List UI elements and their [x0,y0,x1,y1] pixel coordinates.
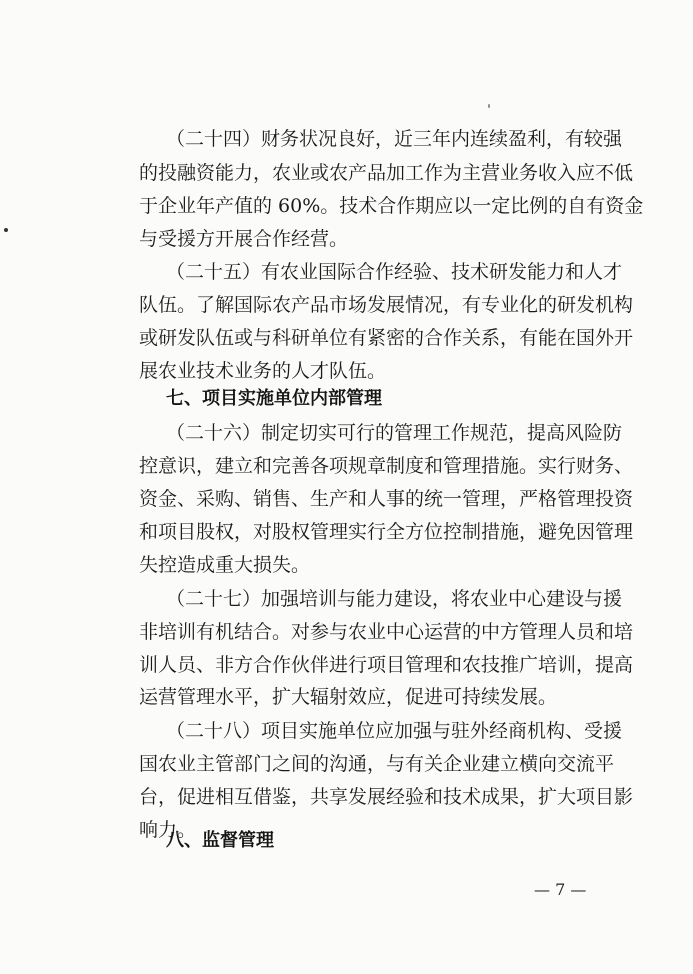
paragraph-28-line-2: 国农业主管部门之间的沟通，与有关企业建立横向交流平 [139,753,615,775]
paragraph-28-line-1: （二十八）项目实施单位应加强与驻外经商机构、受援 [166,720,623,742]
paragraph-26-line-3: 资金、采购、销售、生产和人事的统一管理，严格管理投资 [139,488,634,510]
paragraph-26-line-5: 失控造成重大损失。 [139,554,311,576]
paragraph-24-line-3: 于企业年产值的 60%。技术合作期应以一定比例的自有资金 [139,195,644,217]
scan-speck [4,228,8,232]
paragraph-27-line-4: 运营管理水平，扩大辐射效应，促进可持续发展。 [139,686,558,708]
paragraph-27-line-2: 非培训有机结合。对参与农业中心运营的中方管理人员和培 [139,621,634,643]
paragraph-26-line-1: （二十六）制定切实可行的管理工作规范，提高风险防 [166,422,623,444]
paragraph-28-line-3: 台，促进相互借鉴，共享发展经验和技术成果，扩大项目影 [139,786,634,808]
paragraph-24-line-2: 的投融资能力，农业或农产品加工作为主营业务收入应不低 [139,162,634,184]
page-number: — 7 — [534,880,587,899]
paragraph-25-line-2: 队伍。了解国际农产品市场发展情况，有专业化的研发机构 [139,294,634,316]
paragraph-25-line-1: （二十五）有农业国际合作经验、技术研发能力和人才 [166,261,623,283]
paragraph-27-line-1: （二十七）加强培训与能力建设，将农业中心建设与援 [166,588,623,610]
paragraph-28-line-4: 响力。 [139,819,197,841]
paragraph-25-line-4: 展农业技术业务的人才队伍。 [139,360,387,382]
section-heading-7: 七、项目实施单位内部管理 [166,388,382,409]
scan-speck [488,104,490,108]
paragraph-26-line-2: 控意识，建立和完善各项规章制度和管理措施。实行财务、 [139,455,634,477]
paragraph-25-line-3: 或研发队伍或与科研单位有紧密的合作关系，有能在国外开 [139,327,634,349]
paragraph-24-line-4: 与受援方开展合作经营。 [139,228,349,250]
paragraph-24-line-1: （二十四）财务状况良好，近三年内连续盈利，有较强 [166,128,623,150]
paragraph-26-line-4: 和项目股权，对股权管理实行全方位控制措施，避免因管理 [139,521,634,543]
paragraph-27-line-3: 训人员、非方合作伙伴进行项目管理和农技推广培训，提高 [139,654,634,676]
section-heading-8: 八、监督管理 [166,830,274,851]
